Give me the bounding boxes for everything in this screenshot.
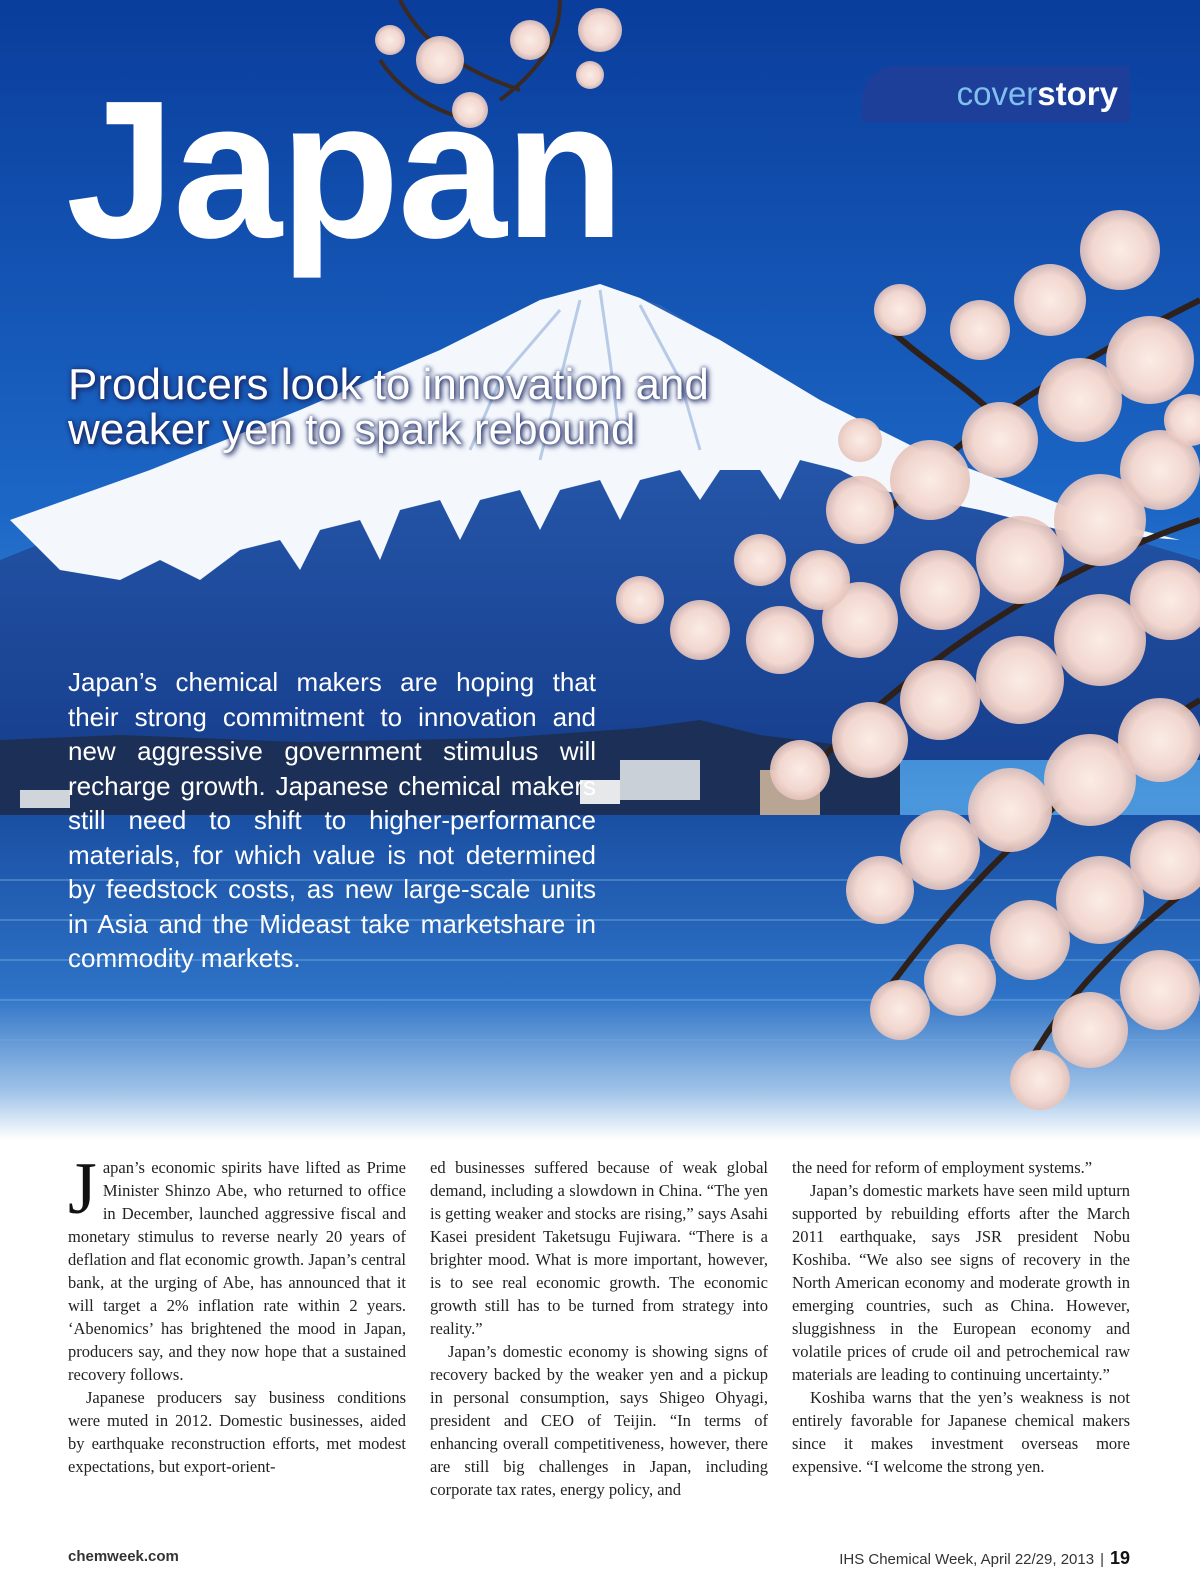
- footer-publication-info: [839, 1548, 1130, 1569]
- paragraph-text: apan’s economic spirits have lifted as Prime Minister Shinzo Abe, who returned to office in December, launched aggressive fiscal and monetary stimulus to reverse nearly 20 years of deflation and flat economic growth. Japan’s central bank, at the urging of Abe, has announced that it will target a 2% inflation rate within 2 years. ‘Abenomics’ has brightened the mood in Japan, producers say, and they now hope that a sustained recovery follows.: [68, 1158, 406, 1384]
- article-column-3: [792, 1156, 1130, 1501]
- tab-word-cover: cover: [956, 75, 1038, 112]
- article-column-1: [68, 1148, 406, 1501]
- footer-separator: |: [1100, 1551, 1104, 1568]
- publication-name-date: IHS Chemical Week, April 22/29, 2013: [839, 1551, 1095, 1568]
- article-paragraph: Japan’s domestic economy is showing signs of recovery backed by the weaker yen and a pickup in personal consumption, says Shigeo Ohyagi, president and CEO of Teijin. “In terms of enhancing overall competitiveness, however, there are still big challenges in Japan, including corporate tax rates, energy policy, and: [430, 1342, 768, 1499]
- article-paragraph: Japanese producers say business conditions were muted in 2012. Domestic businesses, aided by earthquake reconstruction efforts, met modest expectations, but export-orient-: [68, 1388, 406, 1476]
- page-number: 19: [1109, 1548, 1130, 1568]
- article-paragraph: Japan’s domestic markets have seen mild upturn supported by rebuilding efforts after the March 2011 earthquake, says JSR president Nobu Koshiba. “We also see signs of recovery in the North American economy and moderate growth in emerging countries, such as China. However, sluggishness in the European economy and volatile prices of crude oil and petrochemical raw materials are leading to continuing uncertainty.”: [792, 1181, 1130, 1384]
- headline: Japan: [66, 60, 623, 279]
- tab-word-story: story: [1037, 75, 1118, 112]
- page-footer: [68, 1548, 1130, 1570]
- subheadline: Producers look to innovation and weaker yen to spark rebound: [68, 360, 709, 454]
- article-body: [68, 1148, 1130, 1501]
- article-paragraph: ed businesses suffered because of weak global demand, including a slowdown in China. “The yen is getting weaker and stocks are rising,” says Asahi Kasei president Taketsugu Fujiwara. “There is a brighter mood. What is more important, however, is to see real economic growth. The economic growth still has to be turned from strategy into reality.”: [430, 1158, 768, 1338]
- article-paragraph: [68, 1148, 406, 1386]
- cover-story-tab: [862, 66, 1130, 122]
- article-paragraph: the need for reform of employment systems.”: [792, 1158, 1093, 1177]
- cover-story-label: [957, 76, 1118, 112]
- article-column-2: [430, 1156, 768, 1501]
- footer-website-link[interactable]: chemweek.com: [68, 1548, 179, 1565]
- deck-summary: Japan’s chemical makers are hoping that their strong commitment to innovation and new aggressive government stimulus will recharge growth. Japanese chemical makers still need to shift to higher-performance materials, for which value is not determined by feedstock costs, as new large-scale units in Asia and the Mideast take marketshare in commodity markets.: [68, 667, 596, 973]
- drop-cap: J: [68, 1148, 97, 1230]
- article-paragraph: Koshiba warns that the yen’s weakness is not entirely favorable for Japanese chemical makers since it makes investment overseas more expensive. “I welcome the strong yen.: [792, 1388, 1130, 1476]
